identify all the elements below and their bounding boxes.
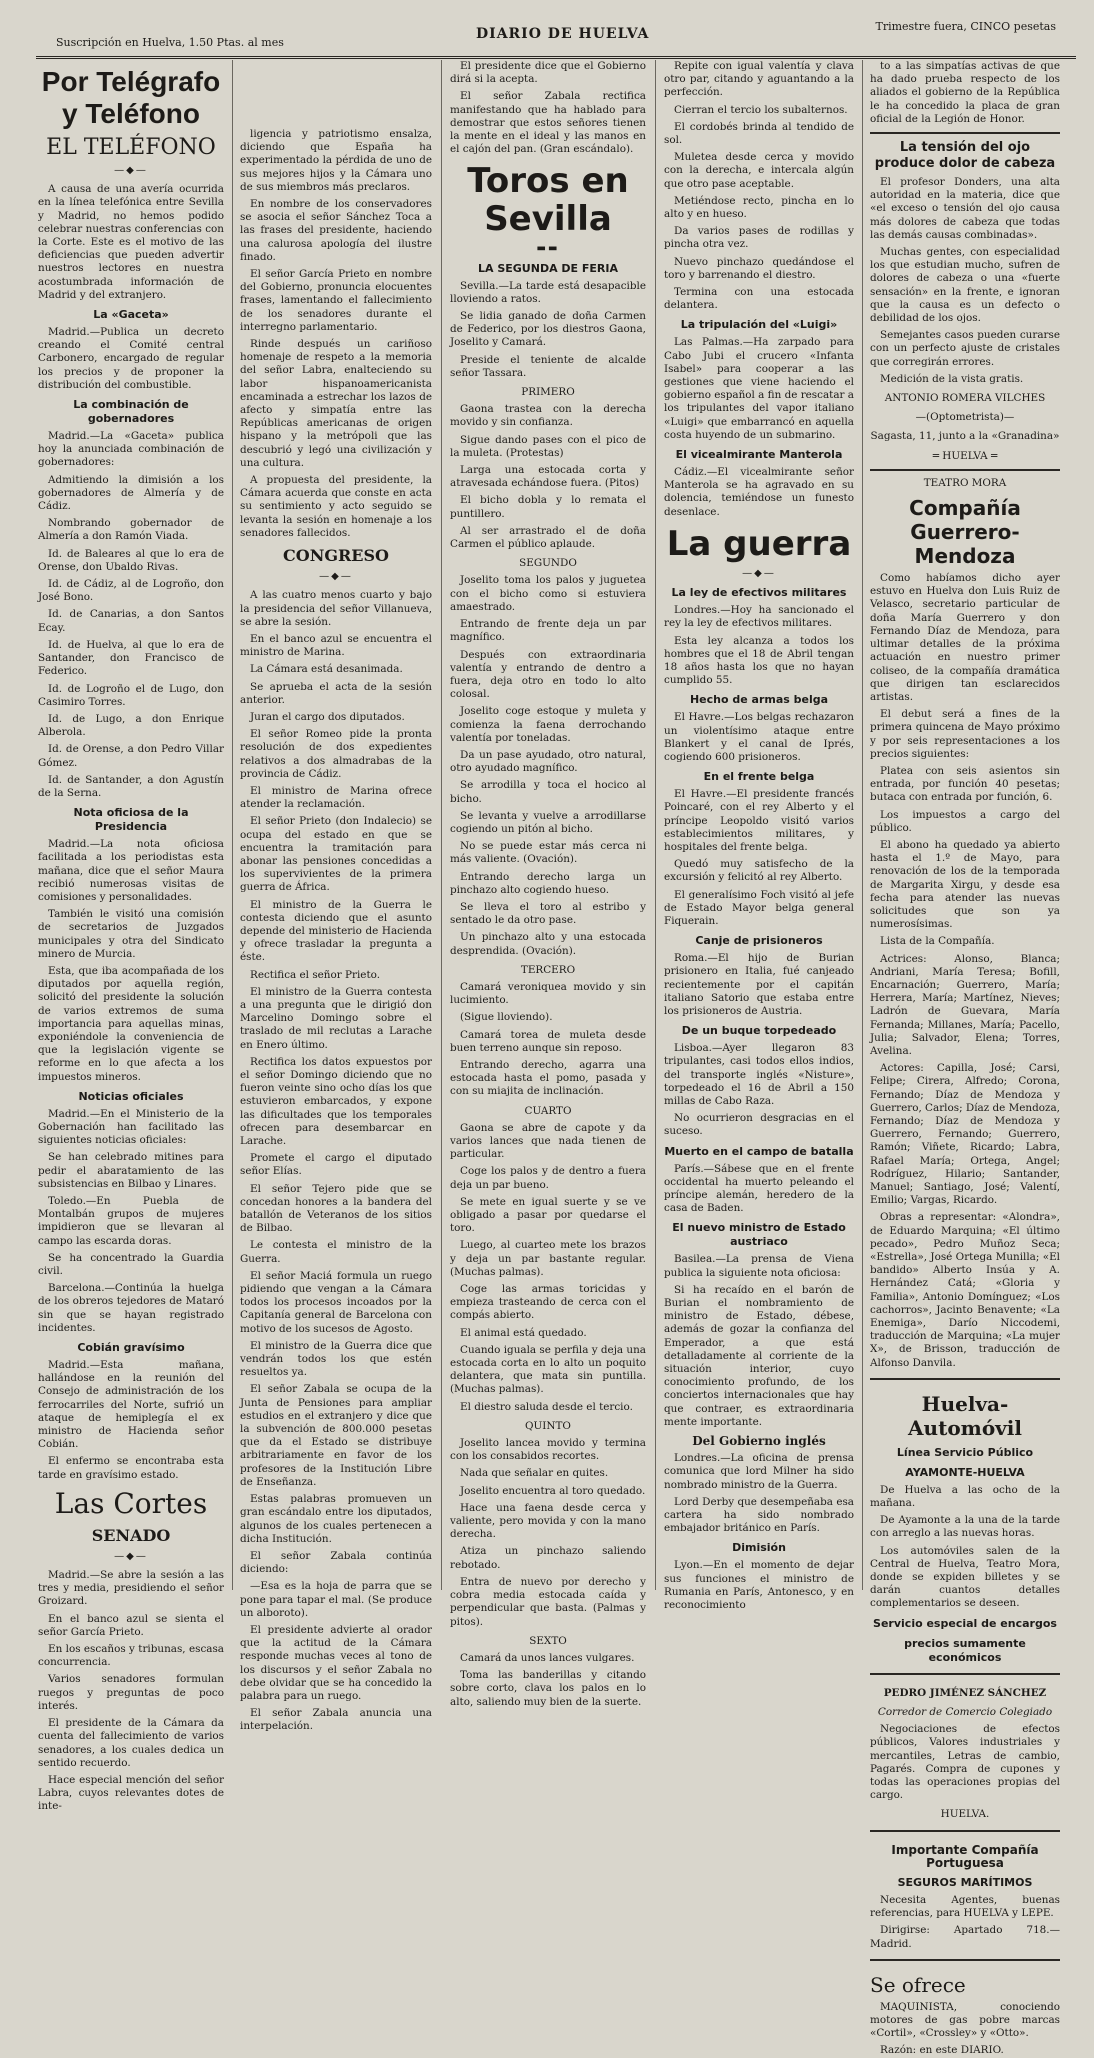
paragraph: Coge las armas toricidas y empieza trasteando de cerca con el compás abierto. [450, 1283, 646, 1322]
paragraph: Nuevo pinchazo quedándose el toro y barrenando el diestro. [664, 255, 854, 281]
optician-city: ═ HUELVA ═ [932, 449, 998, 462]
optician-name: ANTONIO ROMERA VILCHES [884, 392, 1046, 405]
ad-subheading: Línea Servicio Público [896, 1445, 1034, 1459]
paragraph: El señor Zabala anuncia una interpelación. [240, 1707, 432, 1733]
paragraph: Camará veroniquea movido y sin lucimiento. [450, 980, 646, 1007]
paragraph: A propuesta del presidente, la Cámara acuerda que conste en acta su sentimiento y acto seguido se levanta la sesión en homenaje a los senadores fallecidos. [240, 474, 432, 539]
paragraph: Id. de Orense, a don Pedro Villar Gómez. [38, 743, 224, 769]
paragraph: to a las simpatías activas de que ha dado prueba respecto de los aliados el gobierno de la República le ha concedido la placa de gran oficial de la Legión de Honor. [870, 60, 1060, 125]
paragraph: Madrid.—Publica un decreto creando el Comité central Carbonero, encargado de regular los precios y de proponer la distribución del combustible. [38, 326, 224, 391]
paragraph: Metiéndose recto, pincha en lo alto y en hueso. [664, 194, 854, 221]
paragraph: Id. de Baleares al que lo era de Orense, don Ubaldo Rivas. [38, 547, 224, 573]
paragraph: Madrid.—La «Gaceta» publica hoy la anunciada combinación de gobernadores: [38, 430, 224, 469]
paragraph: Londres.—Hoy ha sancionado el rey la ley de efectivos militares. [664, 604, 854, 630]
paragraph: El ministro de la Guerra dice que vendrán todos los que estén resueltos ya. [240, 1339, 432, 1379]
ad-headline: Huelva-Automóvil [908, 1391, 1022, 1440]
separator [870, 132, 1060, 134]
paragraph: Da un pase ayudado, otro natural, otro ayudado magnífico. [450, 748, 646, 775]
ad-subheading: SEGUROS MARÍTIMOS [897, 1875, 1033, 1889]
broker-title: Corredor de Comercio Colegiado [877, 1705, 1053, 1718]
optician-address: Sagasta, 11, junto a la «Granadina» [870, 430, 1060, 443]
paragraph: Lisboa.—Ayer llegaron 83 tripulantes, casi todos ellos indios, del transporte inglés «Nisture», torpedeado el 16 de Abril a 150 millas de Cabo Raza. [664, 1042, 854, 1107]
ornament: —◆— [319, 571, 353, 583]
paragraph: De Huelva a las ocho de la mañana. [870, 1483, 1060, 1510]
paragraph: Las Palmas.—Ha zarpado para Cabo Jubi el crucero «Infanta Isabel» para cooperar a las gestiones que viene haciendo el gobierno español a fin de rescatar a los tripulantes del vapor italiano «Luigi» que embarrancó en aquella costa huyendo de un submarino. [664, 336, 854, 441]
paper-name: DIARIO DE HUELVA [476, 26, 650, 42]
subsection-heading: SENADO [91, 1525, 171, 1545]
column-rule [232, 60, 233, 1590]
paragraph: Entrando de frente deja un par magnífico. [450, 618, 646, 644]
subheading: QUINTO [525, 1419, 571, 1432]
paragraph: Rinde después un cariñoso homenaje de respeto a la memoria del señor Labra, enalteciendo su labor hispanoamericanista encaminada a estrechar los lazos de afecto y simpatía entre las Repúblicas americanas de origen hispano y la metrópoli que las descubrió y legó una civilización y una cultura. [240, 338, 432, 469]
paragraph: Da varios pases de rodillas y pincha otra vez. [664, 225, 854, 251]
paragraph: Actrices: Alonso, Blanca; Andriani, María Teresa; Bofill, Encarnación; Guerrero, María; Herrera, María; Martínez, Nieves; Ladrón de Guevara, María Fernanda; Millanes, María; Pacello, Julia; Salvador, Elena; Torres, Avelina. [870, 952, 1060, 1057]
paragraph: En el banco azul se sienta el señor García Prieto. [38, 1612, 224, 1638]
paragraph: Se ha concentrado la Guardia civil. [38, 1251, 224, 1278]
paragraph: No se puede estar más cerca ni más valiente. (Ovación). [450, 840, 646, 866]
paragraph: Entra de nuevo por derecho y cobra media estocada caída y perpendicular que basta. (Palmas y pitos). [450, 1575, 646, 1628]
ornament: —◆— [742, 567, 776, 579]
ad-subheading: Servicio especial de encargos [873, 1616, 1057, 1630]
paragraph: Un pinchazo alto y una estocada desprendida. (Ovación). [450, 931, 646, 957]
paragraph: Larga una estocada corta y atravesada echándose fuera. (Pitos) [450, 464, 646, 490]
theatre-name: TEATRO MORA [923, 476, 1007, 489]
paragraph: También le visitó una comisión de secretarios de Juzgados municipales y otra del Sindicato minero de Murcia. [38, 908, 224, 960]
paragraph: Termina con una estocada delantera. [664, 286, 854, 312]
subheading: Nota oficiosa de la Presidencia [73, 806, 189, 834]
subheading: En el frente belga [703, 770, 815, 784]
column-rule [441, 60, 442, 1590]
ad-headline: Importante Compañía Portuguesa [891, 1842, 1039, 1870]
paragraph: Esta ley alcanza a todos los hombres que el 18 de Abril tengan 18 años hasta los que no hayan cumplido 55. [664, 634, 854, 687]
paragraph: Quedó muy satisfecho de la excursión y felicitó al rey Alberto. [664, 858, 854, 884]
paragraph: El presidente de la Cámara da cuenta del fallecimiento de varios senadores, a los cuales dedica un sentido recuerdo. [38, 1717, 224, 1769]
paragraph: Se levanta y vuelve a arrodillarse cogiendo un pitón al bicho. [450, 809, 646, 835]
banner-headline: Por Telégrafo y Teléfono [41, 66, 221, 129]
subheading: PRIMERO [521, 386, 575, 399]
paragraph: ligencia y patriotismo ensalza, diciendo que España ha experimentado la pérdida de uno de sus mejores hijos y la Cámara uno de sus miembros más preclaros. [240, 128, 432, 193]
column-2 [240, 128, 432, 1733]
column-1 [38, 60, 224, 1813]
subheading: TERCERO [520, 963, 576, 976]
paragraph: Negociaciones de efectos públicos, Valores industriales y mercantiles, Letras de cambio, Pagarés. Compra de cupones y todas las operaciones propias del cargo. [870, 1723, 1060, 1802]
paragraph: El Havre.—Los belgas rechazaron un violentísimo ataque entre Blankert y el canal de Iprés, cogiendo 600 prisioneros. [664, 711, 854, 763]
paragraph: En los escaños y tribunas, escasa concurrencia. [38, 1643, 224, 1669]
paragraph: El presidente advierte al orador que la actitud de la Cámara responde muchas veces al tono de los discursos y el señor Zabala no debe olvidar que se ha concedido la palabra para un ruego. [240, 1623, 432, 1702]
column-4 [664, 60, 854, 1612]
paragraph: Londres.—La oficina de prensa comunica que lord Milner ha sido nombrado ministro de la Guerra. [664, 1452, 854, 1491]
paragraph: En el banco azul se encuentra el ministro de Marina. [240, 632, 432, 659]
subheading: CUARTO [524, 1104, 572, 1117]
paragraph: Joselito encuentra al toro quedado. [460, 1484, 646, 1497]
paragraph: El señor Romeo pide la pronta resolución de dos expedientes relativos a dos almadrabas de la provincia de Cádiz. [240, 728, 432, 780]
broker-city: HUELVA. [940, 1808, 990, 1821]
separator [870, 469, 1060, 471]
paragraph: Toledo.—En Puebla de Montalbán grupos de mujeres impidieron que se llevaran al campo las escarda doras. [38, 1195, 224, 1247]
paragraph: Medición de la vista gratis. [880, 372, 1024, 385]
paragraph: Id. de Lugo, a don Enrique Alberola. [38, 712, 224, 739]
paragraph: Después con extraordinaria valentía y entrando de dentro a fuera, deja otro en todo lo alto colosal. [450, 648, 646, 701]
paragraph: Actores: Capilla, José; Carsi, Felipe; Cirera, Alfredo; Corona, Fernando; Díaz de Mendoza y Guerrero, Carlos; Díaz de Mendoza, Fernando; Díaz de Mendoza y Guerrero, Fernando; Guerrero, Ramón; Viñete, Ricardo; Labra, Rafael María; Ortega, Angel; Rodríguez, Hilario; Santander, Manuel; Santiago, José; Valentí, Emilio; Vargas, Ricardo. [870, 1062, 1060, 1207]
ornament: —◆— [114, 165, 148, 176]
subheading: La ley de efectivos militares [671, 586, 847, 600]
subheading: Noticias oficiales [78, 1089, 184, 1103]
masthead [36, 18, 1076, 58]
subheading: Del Gobierno inglés [692, 1434, 826, 1449]
paragraph: El señor García Prieto en nombre del Gobierno, pronuncia elocuentes frases, lamentando el fallecimiento de los senadores durante el interregno parlamentario. [240, 268, 432, 333]
advertisement-maquinista [870, 1959, 1060, 2058]
paragraph: Juran el cargo dos diputados. [250, 710, 405, 723]
company-headline: Compañía Guerrero-Mendoza [909, 496, 1021, 569]
paragraph: Id. de Huelva, al que lo era de Santander, don Francisco de Federico. [38, 638, 224, 678]
paragraph: El debut será a fines de la primera quincena de Mayo próximo y por seis representaciones a los precios siguientes: [870, 708, 1060, 760]
section-heading: EL TELÉFONO [46, 135, 216, 160]
paragraph: El bicho dobla y lo remata el puntillero. [450, 494, 646, 520]
paragraph: Muletea desde cerca y movido con la derecha, e intercala algún que otro pase aceptable. [664, 151, 854, 190]
subheading: Cobián gravísimo [77, 1341, 185, 1355]
subheading: LA SEGUNDA DE FERIA [477, 261, 618, 275]
paragraph: Luego, al cuarteo mete los brazos y deja un par bastante regular. (Muchas palmas). [450, 1239, 646, 1278]
paragraph: Si ha recaído en el barón de Burian el nombramiento de ministro de Estado, débese, además de gozar la confianza del Emperador, a que está detalladamente al corriente de la situación interior, cuyo conocimiento profundo, de los conciertos internacionales que hay que contraer, es extraordinaria mente importante. [664, 1283, 854, 1428]
paragraph: El señor Zabala rectifica manifestando que ha hablado para demostrar que estos señores tienen la mente en el ideal y las manos en el cajón del pan. (Gran escándalo). [450, 90, 646, 156]
paragraph: Se mete en igual suerte y se ve obligado a pasar por quedarse el toro. [450, 1195, 646, 1235]
paragraph: Id. de Canarias, a don Santos Ecay. [38, 608, 224, 634]
paragraph: Roma.—El hijo de Burian prisionero en Italia, fué canjeado recientemente por el capitán italiano Satorio que estaba entre los prisioneros de Austria. [664, 952, 854, 1017]
paragraph: Se han celebrado mitines para pedir el abaratamiento de las subsistencias en Bilbao y Linares. [38, 1151, 224, 1190]
column-rule [862, 60, 863, 1590]
paragraph: Madrid.—Esta mañana, hallándose en la reunión del Consejo de administración de los ferrocarriles del Norte, sufrió un ataque de hemiplegía el ex ministro de Hacienda señor Cobián. [38, 1359, 224, 1451]
paragraph: Cierran el tercio los subalternos. [674, 103, 848, 116]
paragraph: El enfermo se encontraba esta tarde en gravísimo estado. [38, 1455, 224, 1481]
column-rule [655, 60, 656, 1590]
paragraph: Necesita Agentes, buenas referencias, para HUELVA y LEPE. [870, 1893, 1060, 1920]
section-heading: Toros en Sevilla [467, 161, 629, 240]
paragraph: Esta, que iba acompañada de los diputados por aquella región, solicitó del presidente la solución de varios extremos de suma importancia para aquellas minas, exponiéndole la conveniencia de que la legislación vigente se reforme en lo que afecta a los impuestos mineros. [38, 964, 224, 1083]
paragraph: Id. de Cádiz, al de Logroño, don José Bono. [38, 578, 224, 604]
paragraph: Madrid.—La nota oficiosa facilitada a los periodistas esta mañana, dice que el señor Maura recibió numerosas visitas de comisiones y personalidades. [38, 838, 224, 903]
paragraph: El profesor Donders, una alta autoridad en la materia, dice que «el exceso o tensión del ojo causa más dolores de cabeza que todas las demás causas combinadas». [870, 176, 1060, 241]
paragraph: El abono ha quedado ya abierto hasta el 1.º de Mayo, para renovación de los de la temporada de Margarita Xirgu, y desde esa fecha para atender las nuevas solicitudes que son ya numerosísimas. [870, 838, 1060, 931]
paragraph: Promete el cargo el diputado señor Elías. [240, 1152, 432, 1178]
paragraph: El presidente dice que el Gobierno dirá si la acepta. [450, 60, 646, 86]
ornament: ▬▬ [536, 243, 560, 255]
subheading: La combinación de gobernadores [73, 398, 189, 426]
paragraph: En nombre de los conservadores se asocia el señor Sánchez Toca a las frases del presidente, haciendo una calurosa apología del ilustre finado. [240, 198, 432, 263]
paragraph: Coge los palos y de dentro a fuera deja un par bueno. [450, 1165, 646, 1191]
paragraph: El ministro de Marina ofrece atender la reclamación. [240, 784, 432, 811]
subheading: Canje de prisioneros [695, 934, 823, 948]
paragraph: Nada que señalar en quites. [460, 1467, 609, 1480]
paragraph: MAQUINISTA, conociendo motores de gas pobre marcas «Cortil», «Crossley» y «Otto». [870, 2000, 1060, 2040]
paragraph: Rectifica el señor Prieto. [250, 968, 380, 981]
masthead-rule [36, 56, 1076, 59]
paragraph: Dirigirse: Apartado 718.—Madrid. [870, 1924, 1060, 1950]
broker-name: PEDRO JIMÉNEZ SÁNCHEZ [883, 1686, 1047, 1699]
paragraph: Entrando derecho larga un pinchazo alto cogiendo hueso. [450, 870, 646, 896]
paragraph: Admitiendo la dimisión a los gobernadores de Almería y de Cádiz. [38, 473, 224, 513]
section-heading: Las Cortes [54, 1486, 208, 1520]
paragraph: Varios senadores formulan ruegos y preguntas de poco interés. [38, 1673, 224, 1712]
paragraph: El ministro de la Guerra le contesta diciendo que el asunto depende del ministerio de Hacienda y ofrece trasladar la pregunta a éste. [240, 898, 432, 964]
subheading: Hecho de armas belga [689, 693, 829, 707]
paragraph: Se arrodilla y toca el hocico al bicho. [450, 779, 646, 805]
paragraph: Como habíamos dicho ayer estuvo en Huelva don Luis Ruiz de Velasco, secretario particular de doña María Guerrero y don Fernando Díaz de Mendoza, para ultimar detalles de la próxima actuación en nuestro primer coliseo, de la compañía dramática que dirigen tan esclarecidos artistas. [870, 572, 1060, 703]
paragraph: Nombrando gobernador de Almería a don Ramón Viada. [38, 517, 224, 543]
advertisement-automovil [870, 1378, 1060, 1665]
paragraph: El diestro saluda desde el tercio. [460, 1400, 633, 1413]
paragraph: El Havre.—El presidente francés Poincaré, con el rey Alberto y el príncipe Leopoldo visitó varios establecimientos militares, y hospitales del frente belga. [664, 788, 854, 853]
paragraph: El animal está quedado. [460, 1326, 587, 1339]
paragraph: Entrando derecho, agarra una estocada hasta el pomo, pasada y con su miajita de inclinación. [450, 1058, 646, 1098]
paragraph: Semejantes casos pueden curarse con un perfecto ajuste de cristales que corregirán errores. [870, 329, 1060, 368]
paragraph: El señor Maciá formula un ruego pidiendo que vengan a la Cámara todos los procesos incoados por la Capitanía general de Barcelona con motivo de los sucesos de Agosto. [240, 1269, 432, 1335]
paragraph: Estas palabras promueven un gran escándalo entre los diputados, algunos de los cuales pertenecen a dicha Institución. [240, 1493, 432, 1545]
paragraph: El señor Zabala se ocupa de la Junta de Pensiones para ampliar estudios en el extranjero y dice que la subvención de 800.000 pesetas que da el Estado se distribuye arbitrariamente en favor de los profesores de la Institución Libre de Enseñanza. [240, 1383, 432, 1488]
paragraph: Camará da unos lances vulgares. [460, 1651, 635, 1664]
paragraph: Cádiz.—El vicealmirante señor Manterola se ha agravado en su dolencia, temiéndose un funesto desenlace. [664, 466, 854, 518]
paragraph: Preside el teniente de alcalde señor Tassara. [450, 353, 646, 379]
paragraph: Lord Derby que desempeñaba esa cartera ha sido nombrado embajador británico en París. [664, 1495, 854, 1535]
paragraph: A causa de una avería ocurrida en la línea telefónica entre Sevilla y Madrid, no hemos podido celebrar nuestras conferencias con la Corte. Este es el motivo de las deficiencias que pueden advertir nuestros lectores en nuestra acostumbrada información de Madrid y del extranjero. [38, 183, 224, 301]
subheading: Muerto en el campo de batalla [664, 1144, 854, 1158]
paragraph: Obras a representar: «Alondra», de Eduardo Marquina; «El último pecado», Pedro Muñoz Seca; «Estrella», José Ortega Munilla; «El bandido» Alberto Insúa y A. Hernández Catá; «Gloria y Familia», Antonio Domínguez; «Los cachorros», Jacinto Benavente; «La Enemiga», Darío Niccodemi, traducción de Marquina; «La mujer X», de Brisson, traducción de Alfonso Danvila. [870, 1211, 1060, 1369]
ad-headline: Se ofrece [870, 1972, 966, 1997]
ad-headline: La tensión del ojo produce dolor de cabeza [874, 140, 1056, 172]
ad-subheading: precios sumamente económicos [904, 1636, 1026, 1664]
column-3 [450, 60, 646, 1708]
paragraph: Joselito lancea movido y termina con los consabidos recortes. [450, 1437, 646, 1463]
paragraph: Repite con igual valentía y clava otro par, citando y aguantando a la perfección. [664, 60, 854, 99]
subheading: SEGUNDO [519, 557, 577, 570]
paragraph: Basilea.—La prensa de Viena publica la siguiente nota oficiosa: [664, 1253, 854, 1279]
subsection-heading: CONGRESO [283, 546, 389, 566]
paragraph: El señor Zabala continúa diciendo: [240, 1549, 432, 1576]
paragraph: Cuando iguala se perfila y deja una estocada corta en lo alto un poquito delantera, que mata sin puntilla. (Muchas palmas). [450, 1343, 646, 1396]
paragraph: Se lleva el toro al estribo y sentado le da otro pase. [450, 900, 646, 927]
paragraph: Gaona se abre de capote y da varios lances que nada tienen de particular. [450, 1121, 646, 1161]
paragraph: Camará torea de muleta desde buen terreno aunque sin reposo. [450, 1028, 646, 1054]
paragraph: Le contesta el ministro de la Guerra. [240, 1239, 432, 1265]
quarterly-price: Trimestre fuera, CINCO pesetas [875, 20, 1056, 33]
optician-title: —(Optometrista)— [915, 411, 1015, 424]
subheading: La «Gaceta» [93, 308, 169, 322]
paragraph: Se aprueba el acta de la sesión anterior. [240, 680, 432, 706]
subheading: El vicealmirante Manterola [675, 448, 843, 462]
subheading: De un buque torpedeado [681, 1024, 837, 1038]
paragraph: Hace una faena desde cerca y valiente, pero movida y con la mano derecha. [450, 1501, 646, 1541]
paragraph: A las cuatro menos cuarto y bajo la presidencia del señor Villanueva, se abre la sesión. [240, 589, 432, 628]
paragraph: Sigue dando pases con el pico de la muleta. (Protestas) [450, 433, 646, 459]
paragraph: Los automóviles salen de la Central de Huelva, Teatro Mora, donde se expiden billetes y se darán cuantos detalles complementarios se deseen. [870, 1544, 1060, 1610]
paragraph: Atiza un pinchazo saliendo rebotado. [450, 1545, 646, 1571]
paragraph: Barcelona.—Continúa la huelga de los obreros tejedores de Mataró sin que se hayan registrado incidentes. [38, 1282, 224, 1334]
paragraph: Id. de Logroño el de Lugo, don Casimiro Torres. [38, 682, 224, 708]
paragraph: Lista de la Compañía. [880, 935, 995, 948]
paragraph: París.—Sábese que en el frente occidental ha muerto peleando el príncipe alemán, heredero de la casa de Baden. [664, 1162, 854, 1215]
subheading: Dimisión [732, 1541, 786, 1555]
advertisement-seguros [870, 1830, 1060, 1951]
subscription-note: Suscripción en Huelva, 1.50 Ptas. al mes [56, 36, 284, 49]
paragraph: (Sigue lloviendo). [460, 1011, 553, 1024]
paragraph: Razón: en este DIARIO. [880, 2044, 1004, 2057]
paragraph: Id. de Santander, a don Agustín de la Serna. [38, 773, 224, 799]
ornament: —◆— [114, 1550, 148, 1562]
subheading: El nuevo ministro de Estado austriaco [672, 1221, 846, 1249]
paragraph: La Cámara está desanimada. [250, 663, 403, 676]
advertisement-corredor [870, 1673, 1060, 1822]
ad-subheading: AYAMONTE-HUELVA [905, 1465, 1025, 1479]
subheading: SEXTO [529, 1634, 567, 1647]
paragraph: Joselito toma los palos y juguetea con el bicho como si estuviera amaestrado. [450, 574, 646, 613]
paragraph: Madrid.—En el Ministerio de la Gobernación han facilitado las siguientes noticias oficiales: [38, 1107, 224, 1147]
paragraph: Hace especial mención del señor Labra, cuyos relevantes dotes de inte- [38, 1773, 224, 1813]
paragraph: El señor Prieto (don Indalecio) se ocupa del estado en que se encuentra la tramitación para abonar las pensiones concedidas a los supervivientes de la primera guerra de África. [240, 815, 432, 894]
paragraph: No ocurrieron desgracias en el suceso. [664, 1112, 854, 1138]
paragraph: —Esa es la hoja de parra que se pone para tapar el mal. (Se produce un alboroto). [240, 1580, 432, 1619]
paragraph: Sevilla.—La tarde está desapacible lloviendo a ratos. [450, 279, 646, 305]
paragraph: Rectifica los datos expuestos por el señor Domingo diciendo que no fueron veinte sino ocho días los que estuvieron embarcados, y expone las dificultades que los temporales ofrecen para desembarcar en Larache. [240, 1055, 432, 1148]
paragraph: Los impuestos a cargo del público. [870, 808, 1060, 834]
paragraph: Al ser arrastrado el de doña Carmen el público aplaude. [450, 524, 646, 551]
paragraph: Se lidia ganado de doña Carmen de Federico, por los diestros Gaona, Joselito y Camará. [450, 310, 646, 349]
paragraph: Toma las banderillas y citando sobre corto, clava los palos en lo alto, saliendo muy bien de la suerte. [450, 1669, 646, 1708]
paragraph: Madrid.—Se abre la sesión a las tres y media, presidiendo el señor Groizard. [38, 1569, 224, 1608]
paragraph: Muchas gentes, con especialidad los que estudian mucho, sufren de dolores de cabeza o una «fuerte sensación» en la frente, e ignoran que la causa es un defecto o debilidad de los ojos. [870, 246, 1060, 325]
paragraph: El cordobés brinda al tendido de sol. [664, 120, 854, 147]
paragraph: Lyon.—En el momento de dejar sus funciones el ministro de Rumania en París, Antonesco, y en reconocimiento [664, 1559, 854, 1612]
paragraph: Platea con seis asientos sin entrada, por función 40 pesetas; butaca con entrada por función, 6. [870, 764, 1060, 804]
paragraph: Joselito coge estoque y muleta y comienza la faena derrochando valentía por toneladas. [450, 705, 646, 744]
subheading: La tripulación del «Luigi» [680, 318, 838, 332]
paragraph: El generalísimo Foch visitó al jefe de Estado Mayor belga general Fiquerain. [664, 888, 854, 927]
paragraph: De Ayamonte a la una de la tarde con arreglo a las nuevas horas. [870, 1514, 1060, 1540]
paragraph: Gaona trastea con la derecha movido y sin confianza. [450, 403, 646, 429]
section-heading: La guerra [666, 523, 852, 564]
paragraph: El ministro de la Guerra contesta a una pregunta que le dirigió don Marcelino Domingo sobre el traslado de mil reclutas a Larache en Enero último. [240, 985, 432, 1051]
paragraph: El señor Tejero pide que se concedan honores a la bandera del batallón de Veteranos de los sitios de Bilbao. [240, 1182, 432, 1235]
column-5 [870, 60, 1060, 2057]
